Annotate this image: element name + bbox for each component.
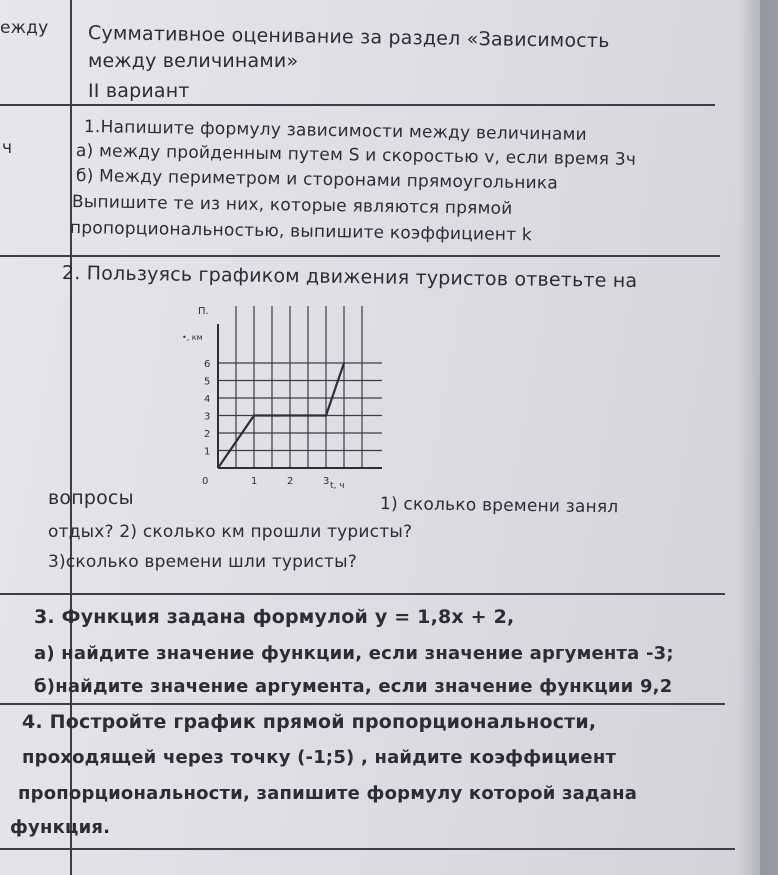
task3-line1: 3. Функция задана формулой y = 1,8x + 2,: [34, 606, 515, 628]
chart-ylabel-line2: •, км: [182, 333, 203, 342]
chart-ylabel-line1: П.: [198, 306, 209, 317]
task4-line3: пропорциональности, запишите формулу которой задана: [18, 783, 638, 804]
task2-line4: 3)сколько времени шли туристы?: [48, 552, 357, 572]
chart-y-tick-label: 6: [204, 359, 211, 370]
task3-line2: а) найдите значение функции, если значение аргумента -3;: [34, 643, 674, 664]
task2-word-questions: вопросы: [48, 487, 134, 509]
chart-x-tick-label: 3: [323, 476, 330, 487]
page-title-line2: между величинами»: [88, 50, 299, 72]
task2-line3: отдых? 2) сколько км прошли туристы?: [48, 522, 413, 542]
row-divider-task3: [0, 703, 725, 705]
task4-line1: 4. Постройте график прямой пропорциональности,: [22, 711, 597, 733]
chart-y-tick-label: 4: [204, 394, 211, 405]
chart-y-tick-label: 2: [204, 429, 211, 440]
table-column-divider: [70, 0, 72, 875]
chart-xlabel: t, ч: [330, 481, 345, 491]
task1-line5: пропорциональностью, выпишите коэффициент k: [69, 218, 533, 246]
chart-x-tick-label: 0: [202, 476, 209, 487]
page-title-line1: Суммативное оценивание за раздел «Зависимость: [87, 22, 610, 53]
task1-line2: а) между пройденным путем S и скоростью v, если время 3ч: [75, 141, 637, 170]
row-divider-header: [0, 104, 715, 106]
task1-line4: Выпишите те из них, которые являются прямой: [71, 192, 513, 219]
page-edge-shadow: [738, 0, 778, 875]
row-divider-task2: [0, 593, 725, 595]
task3-line3: б)найдите значение аргумента, если значение функции 9,2: [34, 676, 673, 697]
task4-line4: функция.: [10, 817, 111, 838]
chart-y-tick-label: 1: [204, 446, 211, 458]
row-divider-task4: [0, 848, 735, 850]
task2-question1-part: 1) сколько времени занял: [379, 494, 619, 518]
chart-grid: [218, 306, 382, 468]
row-divider-task1: [0, 255, 720, 257]
chart-y-tick-label: 5: [204, 376, 211, 388]
task2-line1: 2. Пользуясь графиком движения туристов ответьте на: [61, 262, 638, 293]
task4-line2: проходящей через точку (-1;5) , найдите коэффициент: [22, 747, 617, 768]
tourist-motion-chart: [160, 296, 390, 496]
variant-label: II вариант: [88, 80, 190, 102]
task1-line1: 1.Напишите формулу зависимости между величинами: [83, 117, 587, 145]
chart-y-tick-label: 3: [204, 411, 211, 423]
chart-axes: [218, 324, 382, 468]
left-marker: ч: [2, 138, 13, 158]
left-header-fragment: ежду: [0, 18, 49, 38]
chart-x-tick-label: 1: [251, 476, 258, 487]
chart-x-tick-label: 2: [287, 476, 294, 487]
task1-line3: б) Между периметром и сторонами прямоугольника: [75, 166, 559, 194]
